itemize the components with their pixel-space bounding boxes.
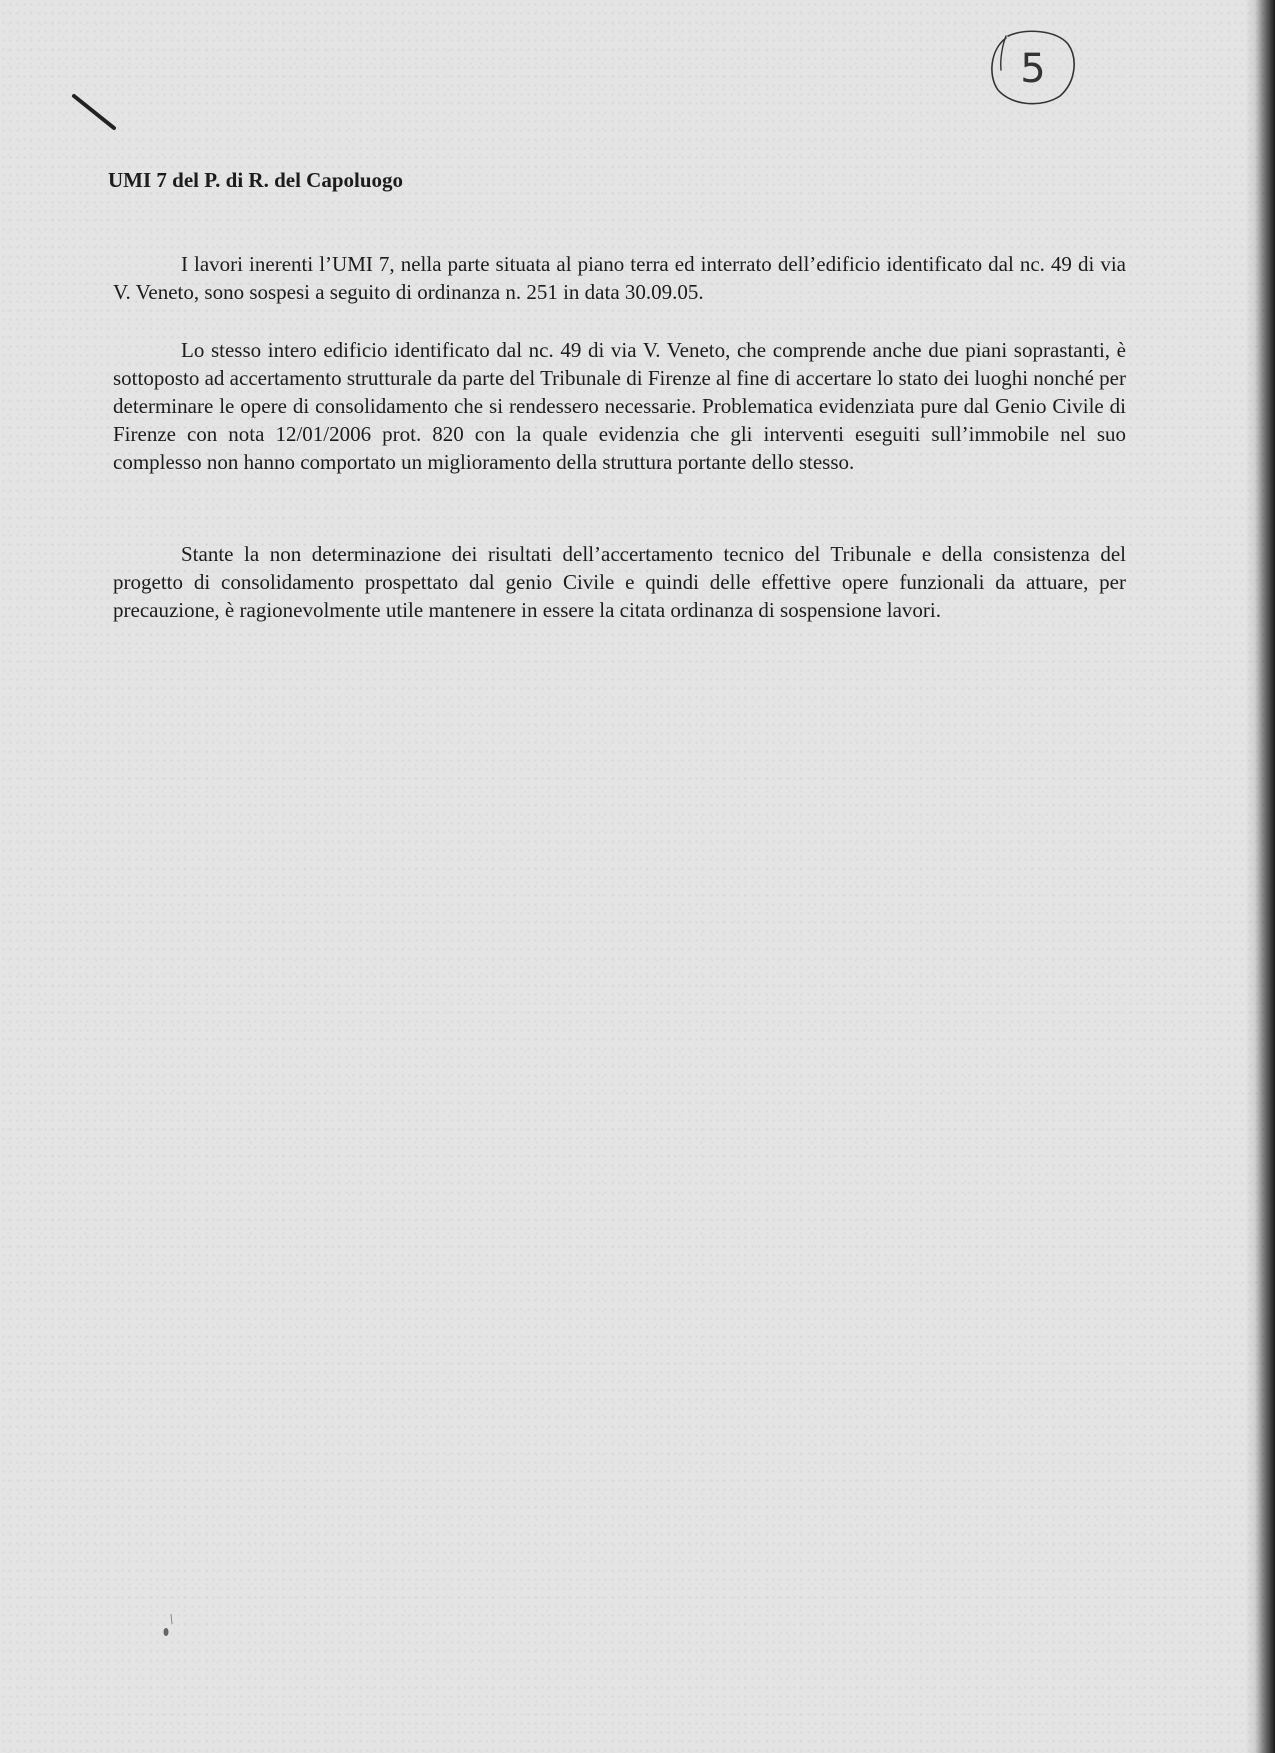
scan-speck <box>162 1612 174 1640</box>
paragraph-2: Lo stesso intero edificio identificato dal nc. 49 di via V. Veneto, che comprende anche due piani soprastanti, è sottoposto ad accertamento strutturale da parte del Tribunale di Firenze al fine di accertare lo stato dei luoghi nonché per determinare le opere di consolidamento che si rendessero necessarie. Problematica evidenziata pure dal Genio Civile di Firenze con nota 12/01/2006 prot. 820 con la quale evidenzia che gli interventi eseguiti sull’immobile nel suo complesso non hanno comportato un miglioramento della struttura portante dello stesso. <box>113 338 1126 474</box>
document-title: UMI 7 del P. di R. del Capoluogo <box>108 168 404 192</box>
paragraph-1: I lavori inerenti l’UMI 7, nella parte situata al piano terra ed interrato dell’edificio identificato dal nc. 49 di via V. Veneto, sono sospesi a seguito di ordinanza n. 251 in data 30.09.05. <box>113 252 1126 304</box>
scan-edge-shadow <box>1245 0 1275 1753</box>
handwritten-page-number <box>986 26 1080 110</box>
page-number-text: 5 <box>1020 46 1046 92</box>
paragraph-3: Stante la non determinazione dei risultati dell’accertamento tecnico del Tribunale e della consistenza del progetto di consolidamento prospettato dal genio Civile e quindi delle effettive opere funzionali da attuare, per precauzione, è ragionevolmente utile mantenere in essere la citata ordinanza di sospensione lavori. <box>113 542 1126 622</box>
pen-stroke-mark <box>70 92 120 134</box>
